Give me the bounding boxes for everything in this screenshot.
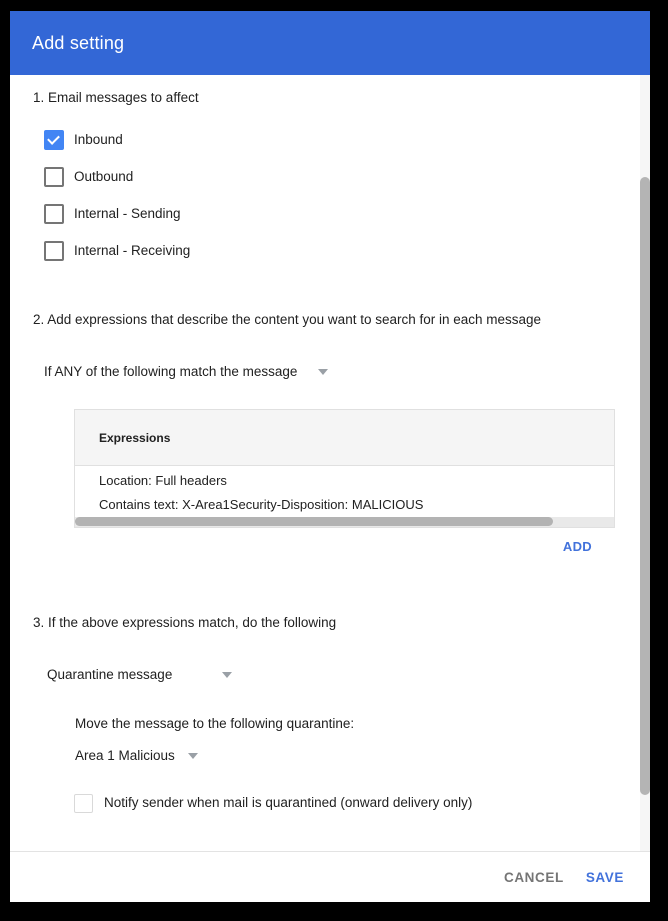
section1-label: 1. Email messages to affect <box>33 90 199 105</box>
vertical-scrollbar-thumb[interactable] <box>640 177 650 795</box>
horizontal-scrollbar-track <box>75 517 614 527</box>
horizontal-scrollbar-thumb[interactable] <box>75 517 553 526</box>
section2-label: 2. Add expressions that describe the content you want to search for in each message <box>33 312 542 327</box>
dialog-footer <box>10 851 650 902</box>
dialog-title: Add setting <box>32 33 125 53</box>
expression-row[interactable]: Location: Full headers <box>99 473 227 488</box>
checkbox-outbound[interactable] <box>44 167 64 187</box>
chevron-down-icon <box>188 753 198 759</box>
chevron-down-icon <box>318 369 328 375</box>
section3-label: 3. If the above expressions match, do the following <box>33 615 337 630</box>
dialog-header <box>10 11 650 75</box>
checkbox-internal-sending[interactable] <box>44 204 64 224</box>
checkbox-internal-sending-label: Internal - Sending <box>74 206 181 221</box>
expression-row[interactable]: Contains text: X-Area1Security-Disposition: MALICIOUS <box>99 497 424 512</box>
checkbox-notify-sender-label: Notify sender when mail is quarantined (onward delivery only) <box>104 795 473 810</box>
match-type-value: If ANY of the following match the message <box>44 364 298 379</box>
move-to-quarantine-label: Move the message to the following quarantine: <box>75 716 355 731</box>
expressions-table-header: Expressions <box>75 410 614 466</box>
add-expression-button[interactable]: ADD <box>562 539 592 554</box>
chevron-down-icon <box>222 672 232 678</box>
add-setting-dialog <box>10 11 650 902</box>
checkbox-inbound[interactable] <box>44 130 64 150</box>
checkbox-outbound-label: Outbound <box>74 169 134 184</box>
vertical-scrollbar-track <box>640 75 650 851</box>
match-type-selector[interactable] <box>44 361 344 383</box>
action-value: Quarantine message <box>47 667 173 682</box>
expressions-table-body <box>75 466 614 517</box>
checkbox-inbound-label: Inbound <box>74 132 123 147</box>
quarantine-selector[interactable] <box>75 745 225 767</box>
checkbox-notify-sender[interactable] <box>74 794 93 813</box>
cancel-button[interactable]: CANCEL <box>500 864 568 891</box>
checkbox-internal-receiving[interactable] <box>44 241 64 261</box>
checkbox-internal-receiving-label: Internal - Receiving <box>74 243 191 258</box>
expressions-table <box>74 409 615 528</box>
save-button[interactable]: SAVE <box>582 864 628 891</box>
quarantine-value: Area 1 Malicious <box>75 748 175 763</box>
action-selector[interactable] <box>47 664 247 686</box>
